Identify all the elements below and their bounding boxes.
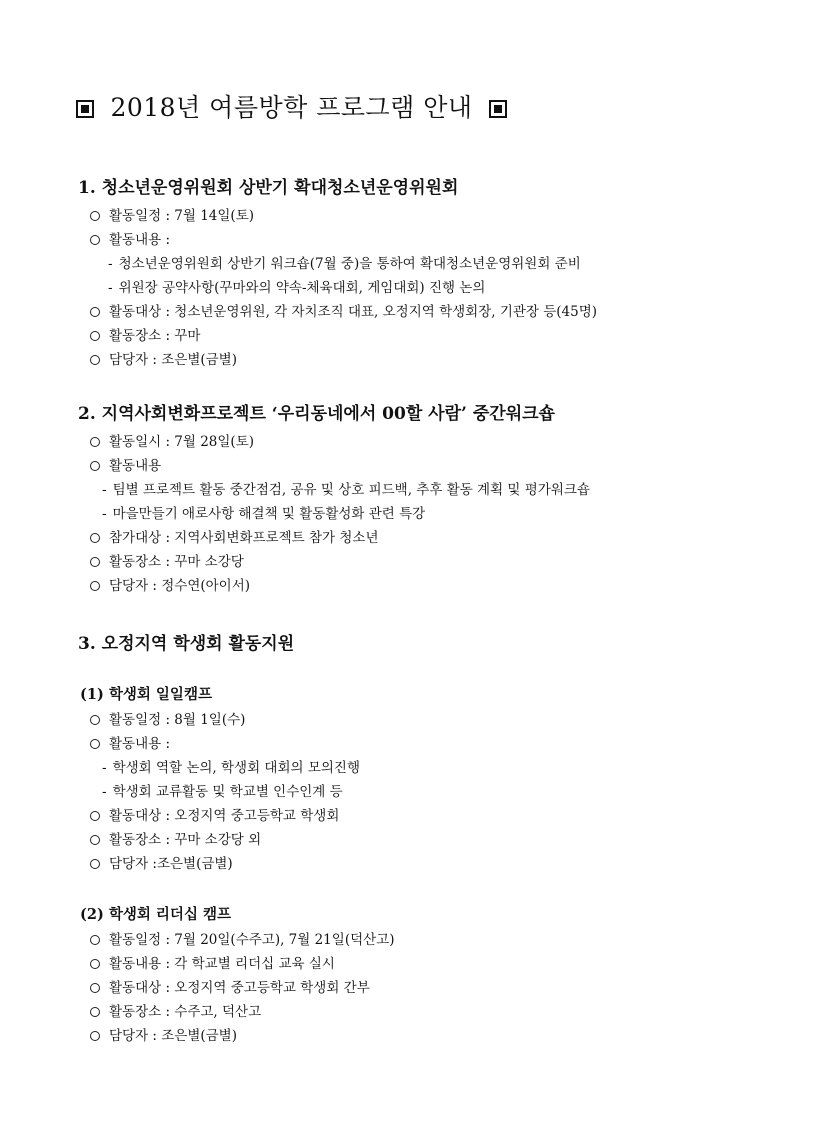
list-item: 참가대상 : 지역사회변화프로젝트 참가 청소년 (90, 526, 798, 550)
list-item: 활동일정 : 8월 1일(수) (90, 708, 798, 732)
subsection-heading: (2) 학생회 리더십 캠프 (80, 906, 232, 923)
list-item: 활동내용 : (90, 732, 798, 756)
page-title (76, 88, 507, 124)
sub-item: - 청소년운영위원회 상반기 워크숍(7월 중)을 통하여 확대청소년운영위원회 준비 (108, 256, 581, 272)
circle-bullet-icon (90, 437, 100, 447)
list-item: 활동일시 : 7월 28일(토) (90, 430, 798, 454)
circle-bullet-icon (90, 355, 100, 365)
circle-bullet-icon (90, 307, 100, 317)
circle-bullet-icon (90, 1031, 100, 1041)
circle-bullet-icon (90, 533, 100, 543)
circle-bullet-icon (90, 859, 100, 869)
circle-bullet-icon (90, 211, 100, 221)
list-item: 활동장소 : 수주고, 덕산고 (90, 1000, 798, 1024)
section-heading: 2. 지역사회변화프로젝트 ‘우리동네에서 00할 사람’ 중간워크숍 (78, 404, 555, 424)
list-item: 담당자 : 조은별(금별) (90, 1024, 798, 1048)
list-item: 활동내용 (90, 454, 798, 478)
section-3 (78, 632, 798, 656)
circle-bullet-icon (90, 983, 100, 993)
circle-bullet-icon (90, 959, 100, 969)
section-1 (78, 176, 798, 372)
list-item: 활동대상 : 청소년운영위원, 각 자치조직 대표, 오정지역 학생회장, 기관장 등(45명) (90, 300, 798, 324)
list-item: 활동일정 : 7월 14일(토) (90, 204, 798, 228)
list-item: 활동대상 : 오정지역 중고등학교 학생회 간부 (90, 976, 798, 1000)
circle-bullet-icon (90, 581, 100, 591)
page-title-text: 2018년 여름방학 프로그램 안내 (110, 93, 473, 122)
black-square-icon (76, 100, 94, 118)
section-heading: 3. 오정지역 학생회 활동지원 (78, 634, 295, 654)
list-item: 활동장소 : 꾸마 (90, 324, 798, 348)
circle-bullet-icon (90, 1007, 100, 1017)
circle-bullet-icon (90, 461, 100, 471)
sub-item: - 학생회 교류활동 및 학교별 인수인계 등 (102, 784, 343, 800)
subsection-3-2 (78, 904, 798, 1048)
circle-bullet-icon (90, 935, 100, 945)
circle-bullet-icon (90, 235, 100, 245)
list-item: 활동내용 : 각 학교별 리더십 교육 실시 (90, 952, 798, 976)
section-heading: 1. 청소년운영위원회 상반기 확대청소년운영위원회 (78, 178, 459, 198)
list-item: 담당자 :조은별(금별) (90, 852, 798, 876)
sub-item: - 위원장 공약사항(꾸마와의 약속-체육대회, 게임대회) 진행 논의 (108, 280, 486, 296)
circle-bullet-icon (90, 715, 100, 725)
list-item: 활동내용 : (90, 228, 798, 252)
black-square-icon (489, 100, 507, 118)
list-item: 활동대상 : 오정지역 중고등학교 학생회 (90, 804, 798, 828)
sub-item: - 학생회 역할 논의, 학생회 대회의 모의진행 (102, 760, 361, 776)
circle-bullet-icon (90, 811, 100, 821)
subsection-heading: (1) 학생회 일일캠프 (80, 686, 212, 703)
circle-bullet-icon (90, 557, 100, 567)
section-2 (78, 402, 798, 598)
sub-item: - 마을만들기 애로사항 해결책 및 활동활성화 관련 특강 (102, 506, 426, 522)
circle-bullet-icon (90, 331, 100, 341)
circle-bullet-icon (90, 739, 100, 749)
sub-item: - 팀별 프로젝트 활동 중간점검, 공유 및 상호 피드백, 추후 활동 계획 및 평가워크숍 (102, 482, 590, 498)
list-item: 담당자 : 정수연(아이서) (90, 574, 798, 598)
list-item: 활동장소 : 꾸마 소강당 외 (90, 828, 798, 852)
list-item: 담당자 : 조은별(금별) (90, 348, 798, 372)
list-item: 활동일정 : 7월 20일(수주고), 7월 21일(덕산고) (90, 928, 798, 952)
circle-bullet-icon (90, 835, 100, 845)
list-item: 활동장소 : 꾸마 소강당 (90, 550, 798, 574)
subsection-3-1 (78, 684, 798, 876)
